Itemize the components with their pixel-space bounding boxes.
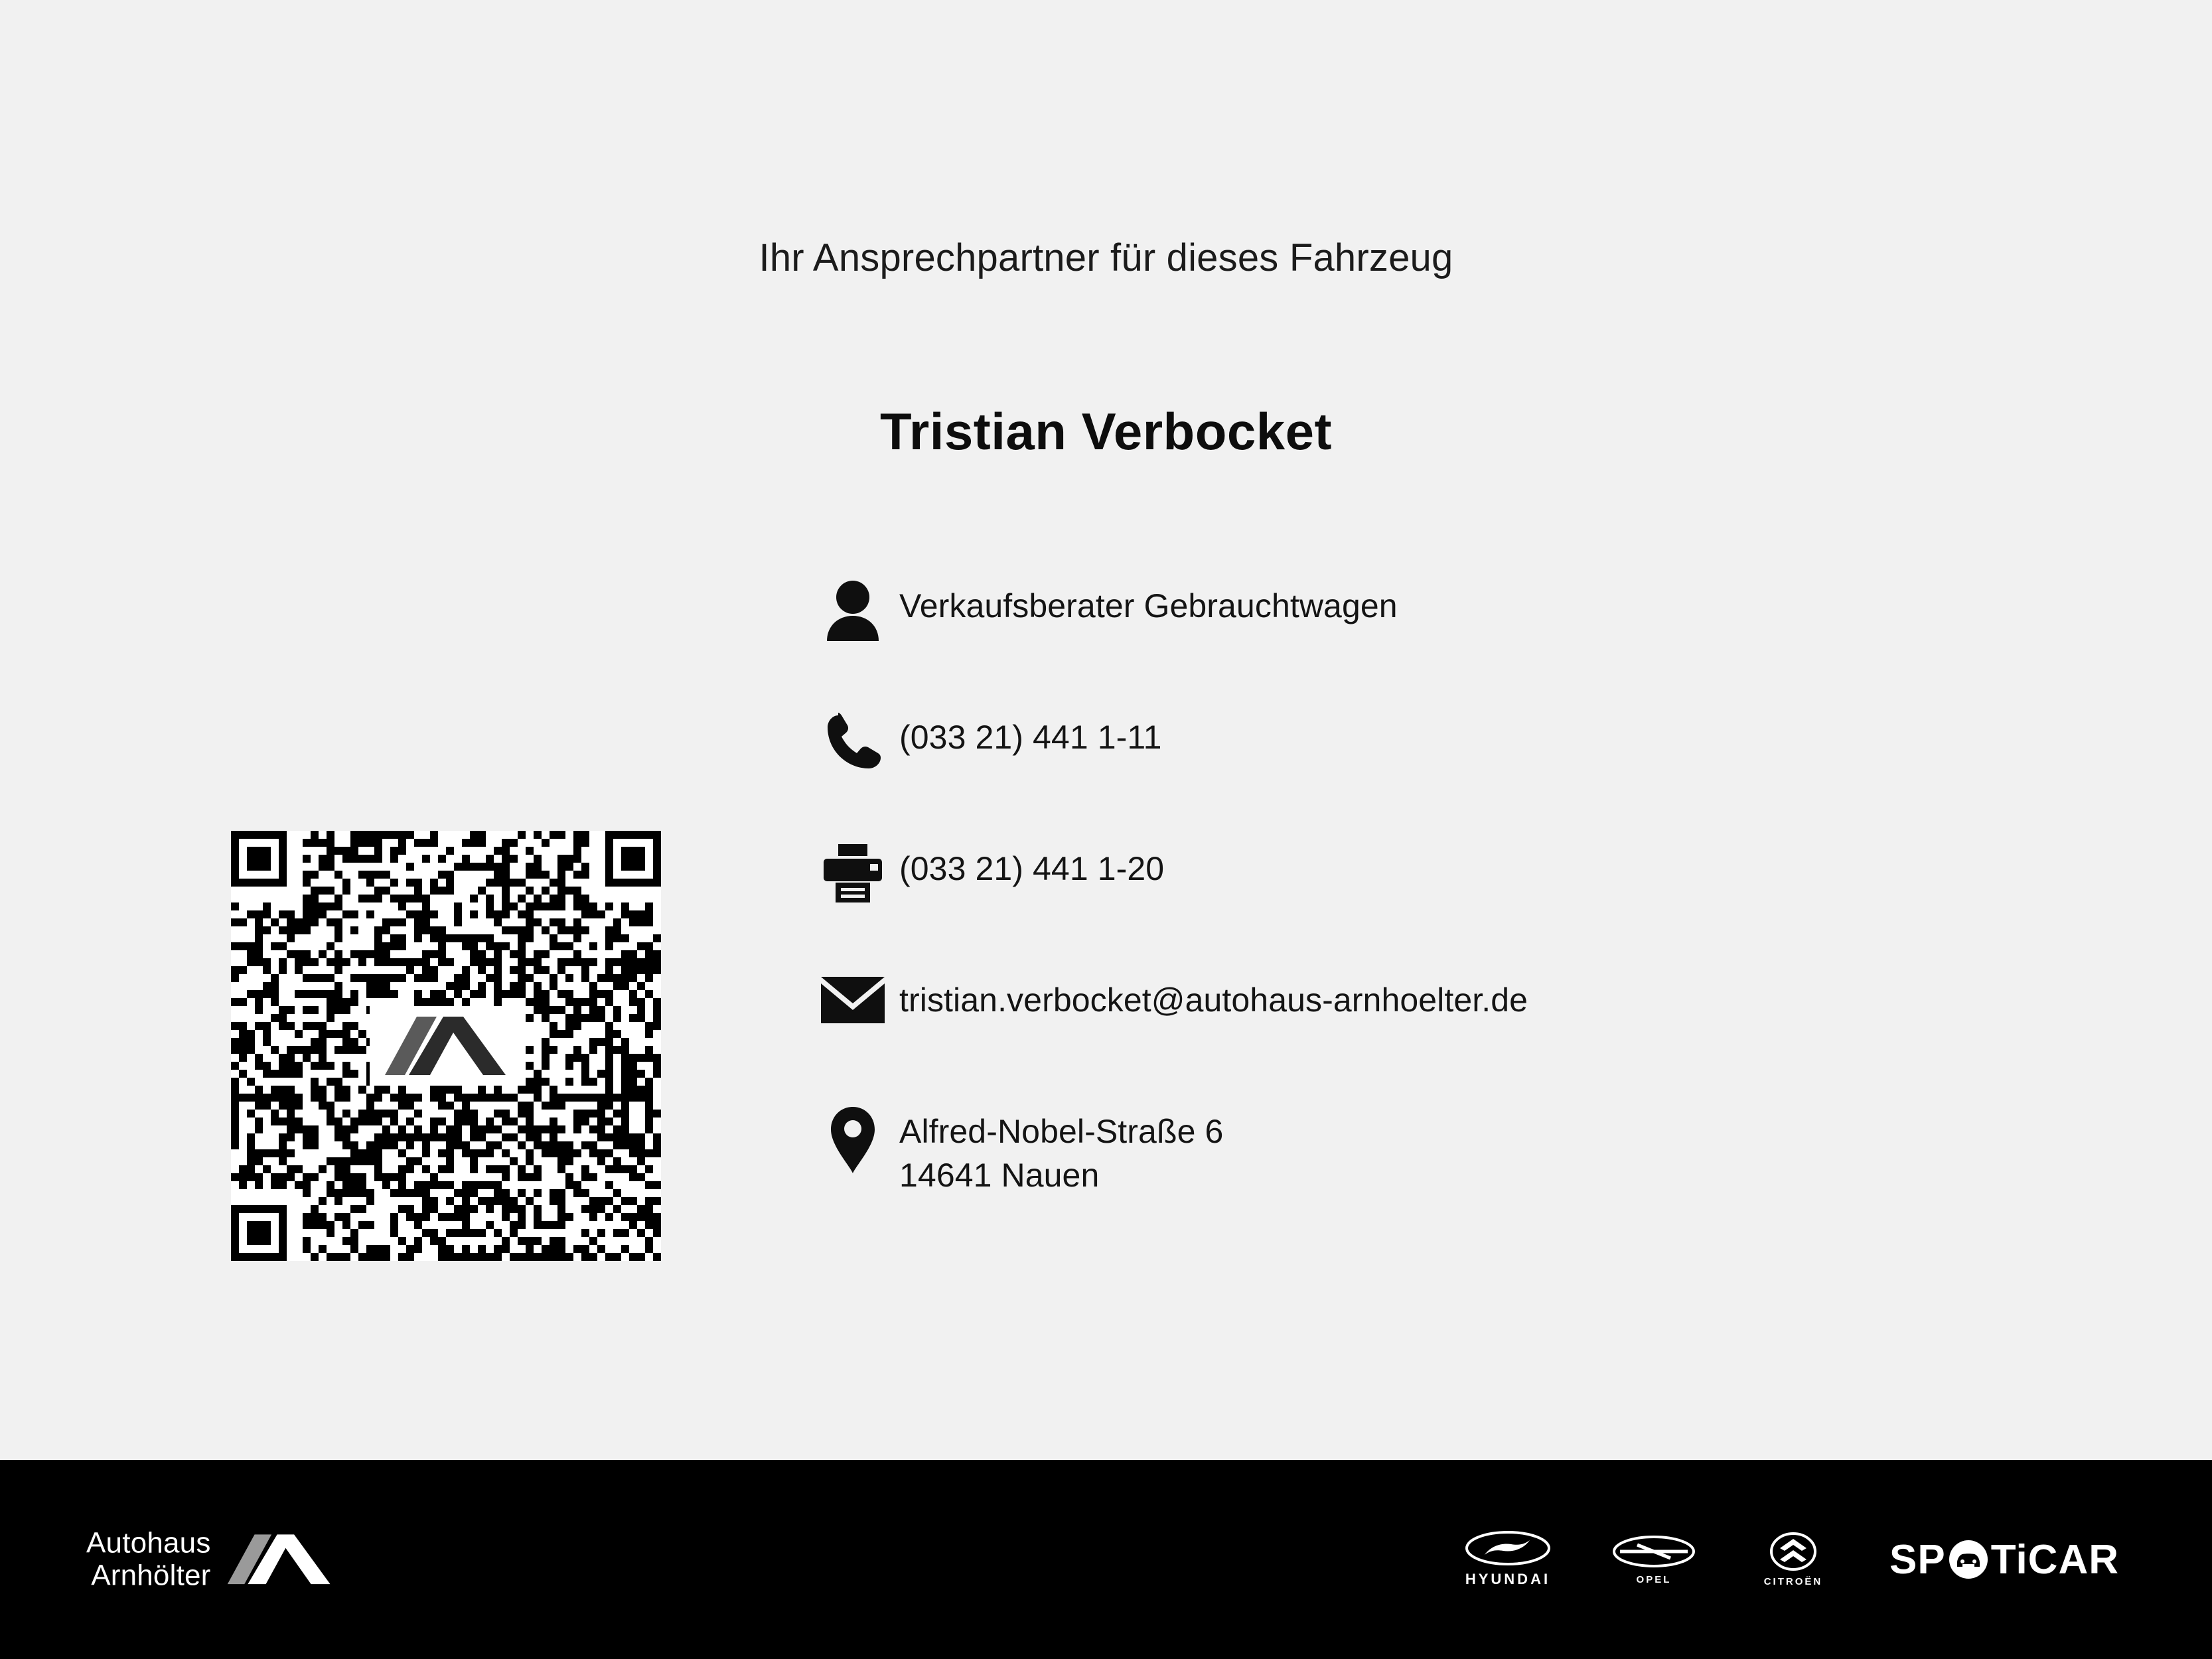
contact-fax [899, 840, 1164, 891]
hyundai-logo [1465, 1531, 1551, 1588]
contact-row [806, 840, 2067, 940]
contact-row [806, 709, 2067, 808]
location-pin-icon [806, 1103, 899, 1175]
citroen-caption: CITROËN [1763, 1575, 1823, 1587]
opel-caption: OPEL [1636, 1573, 1672, 1585]
contact-address-line2: 14641 Nauen [899, 1157, 1100, 1194]
spoticar-prefix: SP [1889, 1536, 1946, 1583]
phone-icon [806, 709, 899, 772]
spoticar-logo [1889, 1536, 2119, 1583]
contact-role [899, 577, 1398, 628]
contact-address [899, 1103, 1223, 1197]
contact-email[interactable] [899, 972, 1528, 1022]
brand-logos [1465, 1531, 2119, 1588]
footer-bar [0, 1460, 2212, 1659]
qr-center-logo [370, 1006, 522, 1086]
dealer-name-line1: Autohaus [86, 1526, 211, 1559]
contact-role-text: Verkaufsberater Gebrauchtwagen [899, 587, 1398, 624]
spoticar-car-icon [1947, 1538, 1990, 1581]
page-subtitle: Ihr Ansprechpartner für dieses Fahrzeug [759, 236, 1453, 279]
opel-logo [1611, 1534, 1697, 1585]
contact-fax-text: (033 21) 441 1-20 [899, 850, 1165, 887]
hyundai-caption: HYUNDAI [1465, 1571, 1551, 1587]
spoticar-suffix: TiCAR [1990, 1536, 2119, 1583]
dealer-name-line2: Arnhölter [91, 1559, 211, 1592]
citroen-logo [1757, 1532, 1830, 1587]
contact-row [806, 1103, 2067, 1202]
dealer-logo [86, 1527, 336, 1593]
contact-row [806, 972, 2067, 1071]
arnhoelter-chevrons-icon [223, 1531, 336, 1588]
contact-address-line1: Alfred-Nobel-Straße 6 [899, 1113, 1224, 1150]
envelope-icon [806, 972, 899, 1026]
person-icon [806, 577, 899, 641]
contact-phone[interactable] [899, 709, 1162, 759]
contact-email-text: tristian.verbocket@autohaus-arnhoelter.de [899, 981, 1528, 1019]
contact-row [806, 577, 2067, 677]
contact-phone-text: (033 21) 441 1-11 [899, 719, 1162, 756]
contact-list [806, 577, 2067, 1202]
arnhoelter-chevrons-icon [380, 1014, 512, 1078]
dealer-name [86, 1527, 211, 1593]
qr-code[interactable] [231, 831, 661, 1261]
page-title: Tristian Verbocket [880, 402, 1332, 461]
fax-printer-icon [806, 840, 899, 904]
